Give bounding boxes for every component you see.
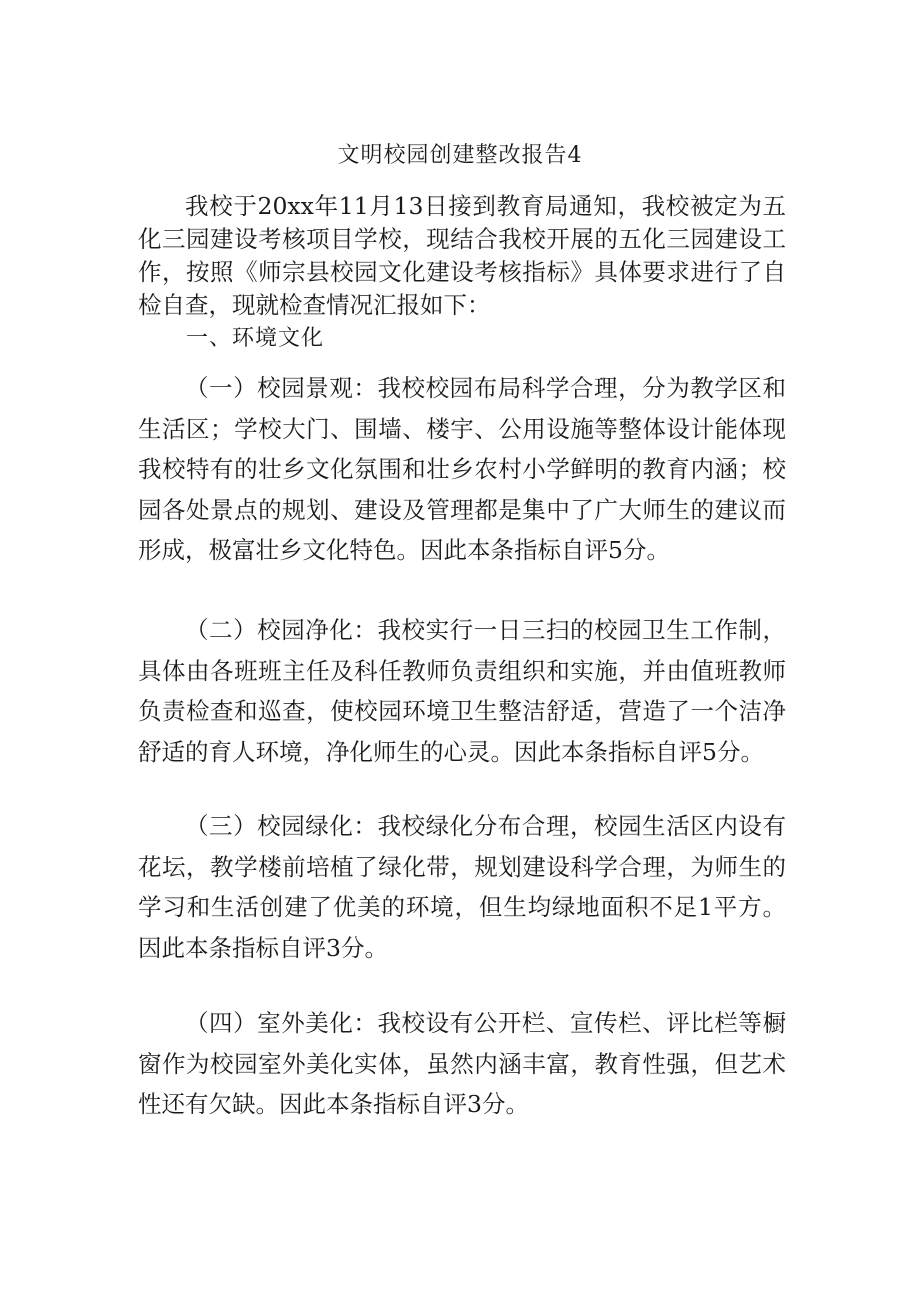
paragraph-outdoor-beautification: （四）室外美化：我校设有公开栏、宣传栏、评比栏等橱窗作为校园室外美化实体，虽然内涵丰富，教育性强，但艺术性还有欠缺。因此本条指标自评3分。 (138, 1009, 786, 1118)
intro-paragraph: 我校于20xx年11月13日接到教育局通知，我校被定为五化三园建设考核项目学校，现结合我校开展的五化三园建设工作，按照《师宗县校园文化建设考核指标》具体要求进行了自检自查，现就检查情况汇报如下： (138, 192, 786, 319)
paragraph-campus-cleaning: （二）校园净化：我校实行一日三扫的校园卫生工作制，具体由各班班主任及科任教师负责组织和实施，并由值班教师负责检查和巡查，使校园环境卫生整洁舒适，营造了一个洁净舒适的育人环境，净化师生的心灵。因此本条指标自评5分。 (138, 616, 786, 766)
document-title: 文明校园创建整改报告4 (337, 143, 583, 168)
paragraph-campus-greening: （三）校园绿化：我校绿化分布合理，校园生活区内设有花坛，教学楼前培植了绿化带，规划建设科学合理，为师生的学习和生活创建了优美的环境，但生均绿地面积不足1平方。因此本条指标自评3分。 (138, 812, 786, 962)
section-heading: 一、环境文化 (186, 326, 325, 351)
paragraph-campus-landscape: （一）校园景观：我校校园布局科学合理，分为教学区和生活区；学校大门、围墙、楼宇、公用设施等整体设计能体现我校特有的壮乡文化氛围和壮乡农村小学鲜明的教育内涵；校园各处景点的规划、建设及管理都是集中了广大师生的建议而形成，极富壮乡文化特色。因此本条指标自评5分。 (138, 374, 786, 564)
